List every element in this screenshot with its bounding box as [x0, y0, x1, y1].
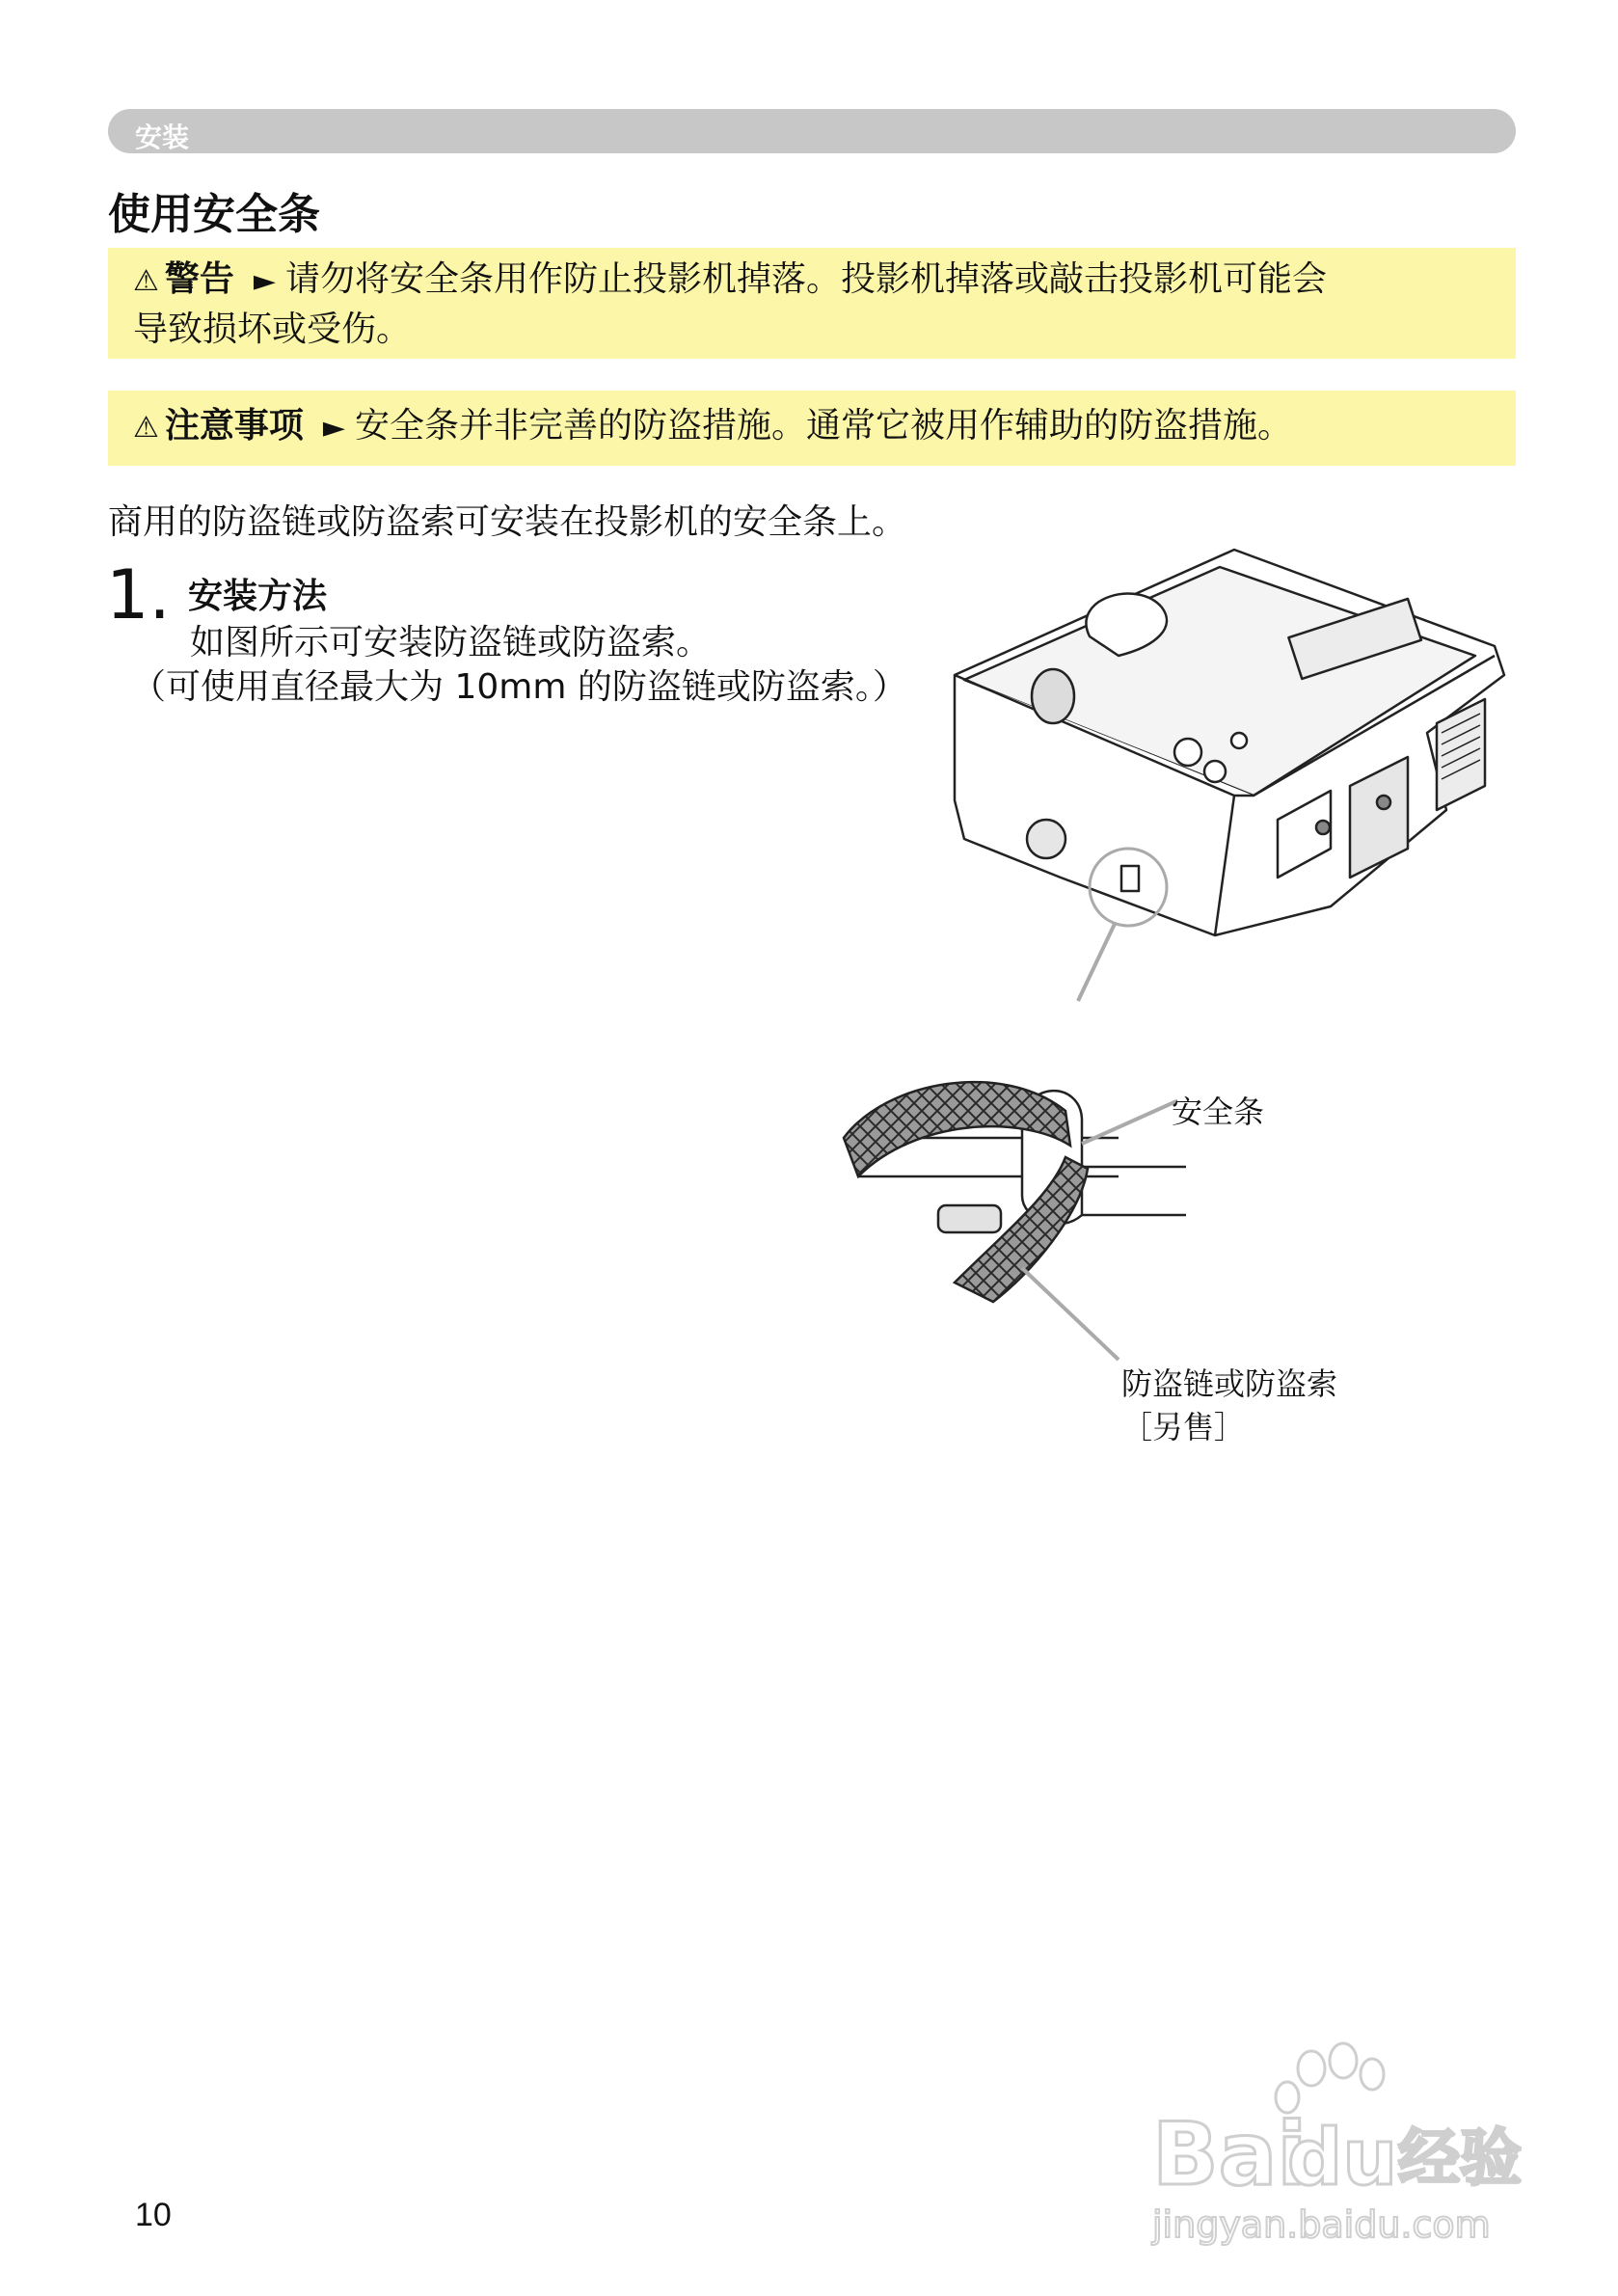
svg-text:经验: 经验: [1398, 2123, 1522, 2195]
caution-text: 安全条并非完善的防盗措施。通常它被用作辅助的防盗措施。: [355, 406, 1293, 446]
caution-label: 注意事项: [164, 406, 304, 446]
warning-triangle-icon: ⚠: [133, 411, 159, 445]
projector-drawing: [830, 540, 1504, 935]
callout-security-bar: 安全条: [1172, 1094, 1265, 1130]
warning-line-1: [133, 256, 1491, 306]
step-description: 如图所示可安装防盗链或防盗索。: [190, 623, 712, 662]
step-heading: 安装方法: [188, 577, 328, 616]
section-header-bar: [108, 109, 1516, 153]
warning-triangle-icon: ⚠: [133, 264, 159, 298]
warning-text-line2: 导致损坏或受伤。: [133, 310, 412, 349]
pointer-arrow-icon: ►: [253, 264, 276, 298]
baidu-jingyan-watermark-logo: [1143, 2030, 1528, 2252]
page-number: 10: [135, 2197, 172, 2233]
page-title: 使用安全条: [108, 190, 320, 239]
callout-line-chain: [1022, 1268, 1119, 1360]
pointer-arrow-icon: ►: [322, 411, 345, 445]
svg-text:Bai: Bai: [1152, 2104, 1308, 2205]
highlight-leader-line: [1078, 924, 1115, 1001]
callout-line-security-bar: [1082, 1101, 1176, 1144]
step-number: 1.: [106, 555, 171, 635]
callout-chain-cable: 防盗链或防盗索: [1121, 1365, 1338, 1402]
section-title: 安装: [135, 122, 190, 153]
warning-box: [108, 248, 1516, 359]
svg-text:du: du: [1287, 2113, 1398, 2202]
warning-label: 警告: [164, 259, 234, 299]
step-note: （可使用直径最大为 10mm 的防盗链或防盗索。）: [131, 667, 907, 707]
projector-security-bar-illustration: [829, 540, 1524, 1466]
callout-sold-separately: ［另售］: [1121, 1409, 1246, 1445]
svg-text:jingyan.baidu.com: jingyan.baidu.com: [1152, 2203, 1491, 2246]
warning-text-line1: 请勿将安全条用作防止投影机掉落。投影机掉落或敲击投影机可能会: [285, 259, 1328, 299]
caution-box: [108, 391, 1516, 466]
intro-text: 商用的防盗链或防盗索可安装在投影机的安全条上。: [108, 502, 907, 542]
